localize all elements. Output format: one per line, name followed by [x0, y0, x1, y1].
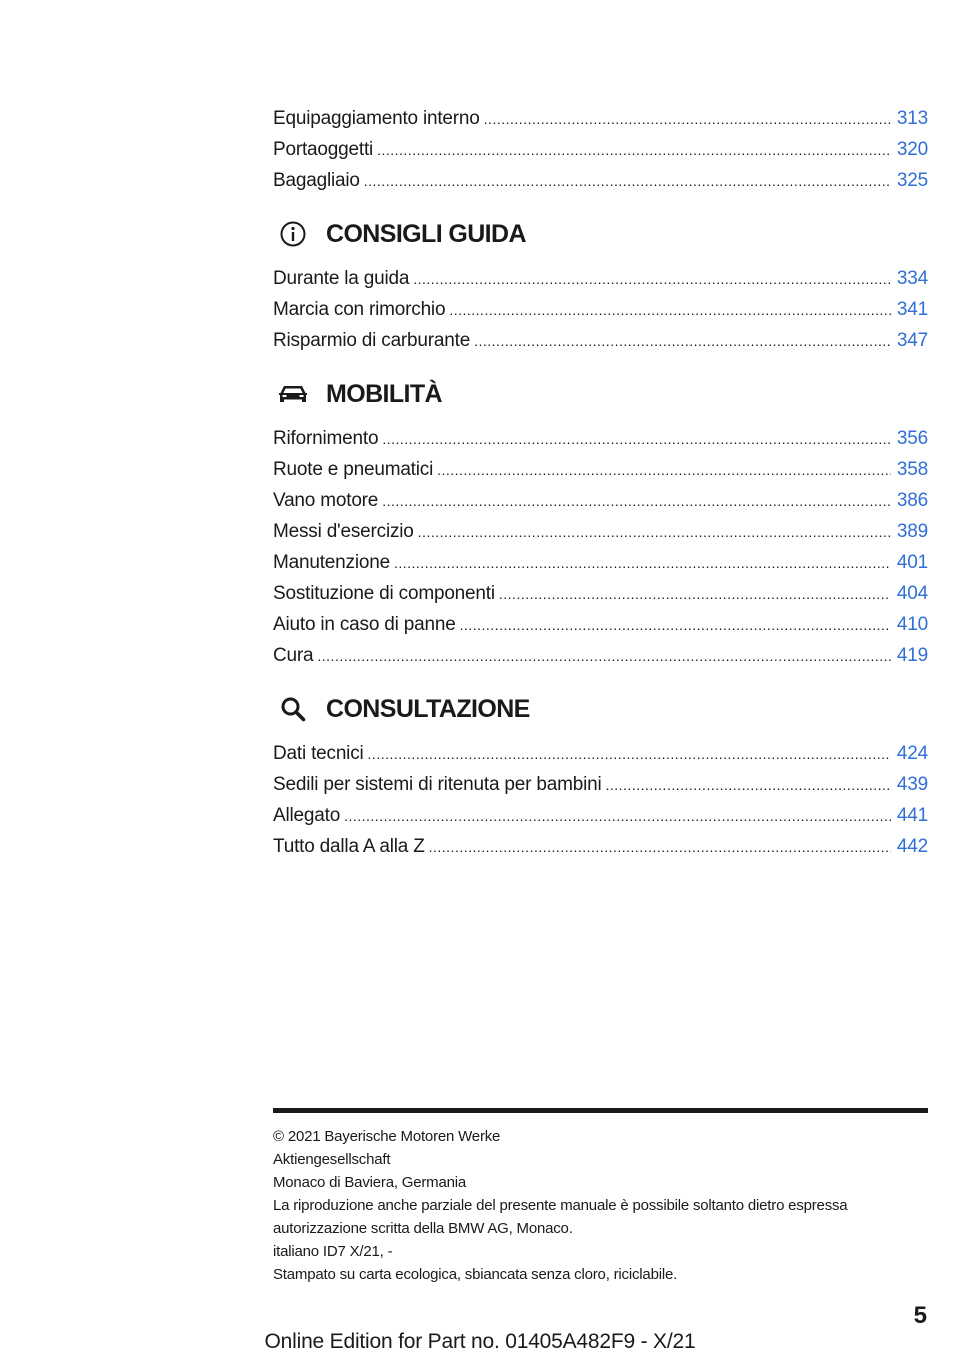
edition-line: Online Edition for Part no. 01405A482F9 - X/21 — [264, 1330, 696, 1353]
page-number: 5 — [913, 1302, 927, 1329]
toc-entry-title: Ruote e pneumatici — [273, 459, 434, 480]
toc-leader-dots — [344, 801, 891, 832]
info-circle-icon — [275, 216, 311, 252]
toc-leader-dots — [484, 104, 891, 135]
toc-entry-page: 441 — [896, 805, 928, 826]
search-icon — [275, 691, 311, 727]
toc-entry-title: Durante la guida — [273, 268, 410, 289]
section-heading — [273, 374, 928, 414]
toc-leader-dots — [394, 548, 891, 579]
section-heading — [273, 689, 928, 729]
toc-entry[interactable] — [273, 263, 928, 294]
toc-leader-dots — [474, 326, 891, 357]
toc-leader-dots — [377, 135, 891, 166]
car-icon — [275, 376, 311, 412]
toc-entry[interactable] — [273, 454, 928, 485]
imprint-line: La riproduzione anche parziale del presente manuale è possibile soltanto dietro espressa — [273, 1197, 848, 1214]
toc-section — [273, 374, 928, 671]
toc-leader-dots — [317, 641, 891, 672]
toc-leader-dots — [382, 424, 891, 455]
toc-leader-dots — [437, 455, 891, 486]
toc-entry-title: Equipaggiamento interno — [273, 108, 480, 129]
section-heading-label: CONSULTAZIONE — [326, 694, 530, 723]
toc-entry-page: 386 — [896, 490, 928, 511]
toc-entry[interactable] — [273, 294, 928, 325]
toc-entry-title: Messi d'esercizio — [273, 521, 414, 542]
toc-entry-title: Marcia con rimorchio — [273, 299, 446, 320]
toc-entry[interactable] — [273, 423, 928, 454]
toc-entry[interactable] — [273, 485, 928, 516]
section-heading — [273, 214, 928, 254]
imprint — [273, 1125, 928, 1286]
toc-entry[interactable] — [273, 103, 928, 134]
toc-entry[interactable] — [273, 609, 928, 640]
toc-section — [273, 689, 928, 862]
toc-entry[interactable] — [273, 325, 928, 356]
toc-entry-page: 325 — [896, 170, 928, 191]
toc-entry[interactable] — [273, 165, 928, 196]
toc-section — [273, 103, 928, 196]
footer-divider — [273, 1108, 928, 1113]
toc-entry-page: 419 — [896, 645, 928, 666]
toc-entry-page: 424 — [896, 743, 928, 764]
toc-entry-title: Rifornimento — [273, 428, 379, 449]
toc-entry[interactable] — [273, 134, 928, 165]
imprint-line: autorizzazione scritta della BMW AG, Monaco. — [273, 1220, 573, 1237]
toc-entry-page: 320 — [896, 139, 928, 160]
toc-entry-title: Vano motore — [273, 490, 379, 511]
toc-leader-dots — [413, 264, 891, 295]
toc-leader-dots — [449, 295, 891, 326]
toc-leader-dots — [364, 166, 891, 197]
toc-entry-title: Aiuto in caso di panne — [273, 614, 456, 635]
toc-entry-page: 401 — [896, 552, 928, 573]
toc-entry-page: 358 — [896, 459, 928, 480]
toc-leader-dots — [382, 486, 891, 517]
toc-entry-title: Sostituzione di componenti — [273, 583, 495, 604]
imprint-line: Monaco di Baviera, Germania — [273, 1174, 467, 1191]
toc-entry[interactable] — [273, 738, 928, 769]
toc-leader-dots — [499, 579, 891, 610]
toc-entry-page: 389 — [896, 521, 928, 542]
table-of-contents — [273, 103, 928, 862]
toc-entry-page: 334 — [896, 268, 928, 289]
toc-entry-title: Bagagliaio — [273, 170, 360, 191]
toc-entry-page: 356 — [896, 428, 928, 449]
toc-entry[interactable] — [273, 800, 928, 831]
toc-entry[interactable] — [273, 516, 928, 547]
imprint-line: Aktiengesellschaft — [273, 1151, 391, 1168]
toc-leader-dots — [429, 832, 891, 863]
imprint-line: italiano ID7 X/21, - — [273, 1243, 393, 1260]
toc-entry-page: 439 — [896, 774, 928, 795]
toc-entry-title: Risparmio di carburante — [273, 330, 471, 351]
toc-entry[interactable] — [273, 769, 928, 800]
imprint-line: Stampato su carta ecologica, sbiancata senza cloro, riciclabile. — [273, 1266, 678, 1283]
toc-entry-page: 341 — [896, 299, 928, 320]
toc-entry-title: Dati tecnici — [273, 743, 364, 764]
section-heading-label: MOBILITÀ — [326, 379, 443, 408]
toc-entry-title: Cura — [273, 645, 314, 666]
toc-leader-dots — [368, 739, 891, 770]
toc-entry-page: 404 — [896, 583, 928, 604]
toc-entry-page: 347 — [896, 330, 928, 351]
toc-section — [273, 214, 928, 356]
toc-entry-title: Sedili per sistemi di ritenuta per bambini — [273, 774, 602, 795]
toc-entry-page: 313 — [896, 108, 928, 129]
toc-entry-page: 442 — [896, 836, 928, 857]
toc-entry-title: Tutto dalla A alla Z — [273, 836, 425, 857]
toc-entry-title: Manutenzione — [273, 552, 390, 573]
toc-leader-dots — [605, 770, 890, 801]
toc-entry[interactable] — [273, 831, 928, 862]
toc-leader-dots — [418, 517, 891, 548]
section-heading-label: CONSIGLI GUIDA — [326, 219, 526, 248]
imprint-line: © 2021 Bayerische Motoren Werke — [273, 1128, 501, 1145]
toc-entry-title: Allegato — [273, 805, 341, 826]
toc-entry[interactable] — [273, 640, 928, 671]
toc-entry-page: 410 — [896, 614, 928, 635]
toc-entry[interactable] — [273, 578, 928, 609]
toc-entry[interactable] — [273, 547, 928, 578]
toc-leader-dots — [460, 610, 891, 641]
toc-entry-title: Portaoggetti — [273, 139, 374, 160]
